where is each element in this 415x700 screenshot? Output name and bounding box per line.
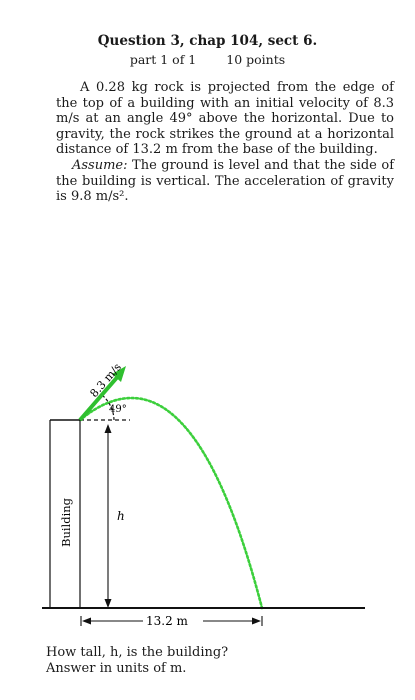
question-prompt (46, 645, 228, 677)
question-subheading (0, 52, 415, 67)
height-label: h (117, 509, 125, 523)
assumption-paragraph (56, 158, 394, 205)
distance-arrow-right (252, 618, 261, 625)
part-label: part 1 of 1 (129, 52, 197, 67)
question-title: Question 3, chap 104, sect 6. (97, 33, 318, 49)
question-text: How tall, h, is the building? (46, 645, 229, 660)
assume-label: Assume: (72, 157, 128, 173)
velocity-label: 8.3 m/s (87, 360, 125, 400)
answer-units: Answer in units of m. (46, 661, 187, 676)
problem-paragraph: A 0.28 kg rock is projected from the edge of the top of a building with an initial velocity of 8.3 m/s at an angle 49° above the horizontal. Due to gravity, the rock strikes the ground at a horizontal distance of 13.2 m from the base of the building. (56, 80, 394, 158)
height-arrow-top (105, 424, 112, 433)
assume-text: The ground is level and that the side of the building is vertical. The acceleration of gravity is 9.8 m/s². (56, 157, 395, 205)
problem-statement (56, 80, 394, 205)
points-label: 10 points (226, 52, 286, 67)
height-arrow-bottom (105, 599, 112, 608)
building-label: Building (59, 497, 73, 547)
distance-label: 13.2 m (146, 614, 188, 628)
angle-label: 49° (109, 404, 127, 415)
projectile-figure (0, 350, 415, 645)
distance-arrow-left (82, 618, 91, 625)
